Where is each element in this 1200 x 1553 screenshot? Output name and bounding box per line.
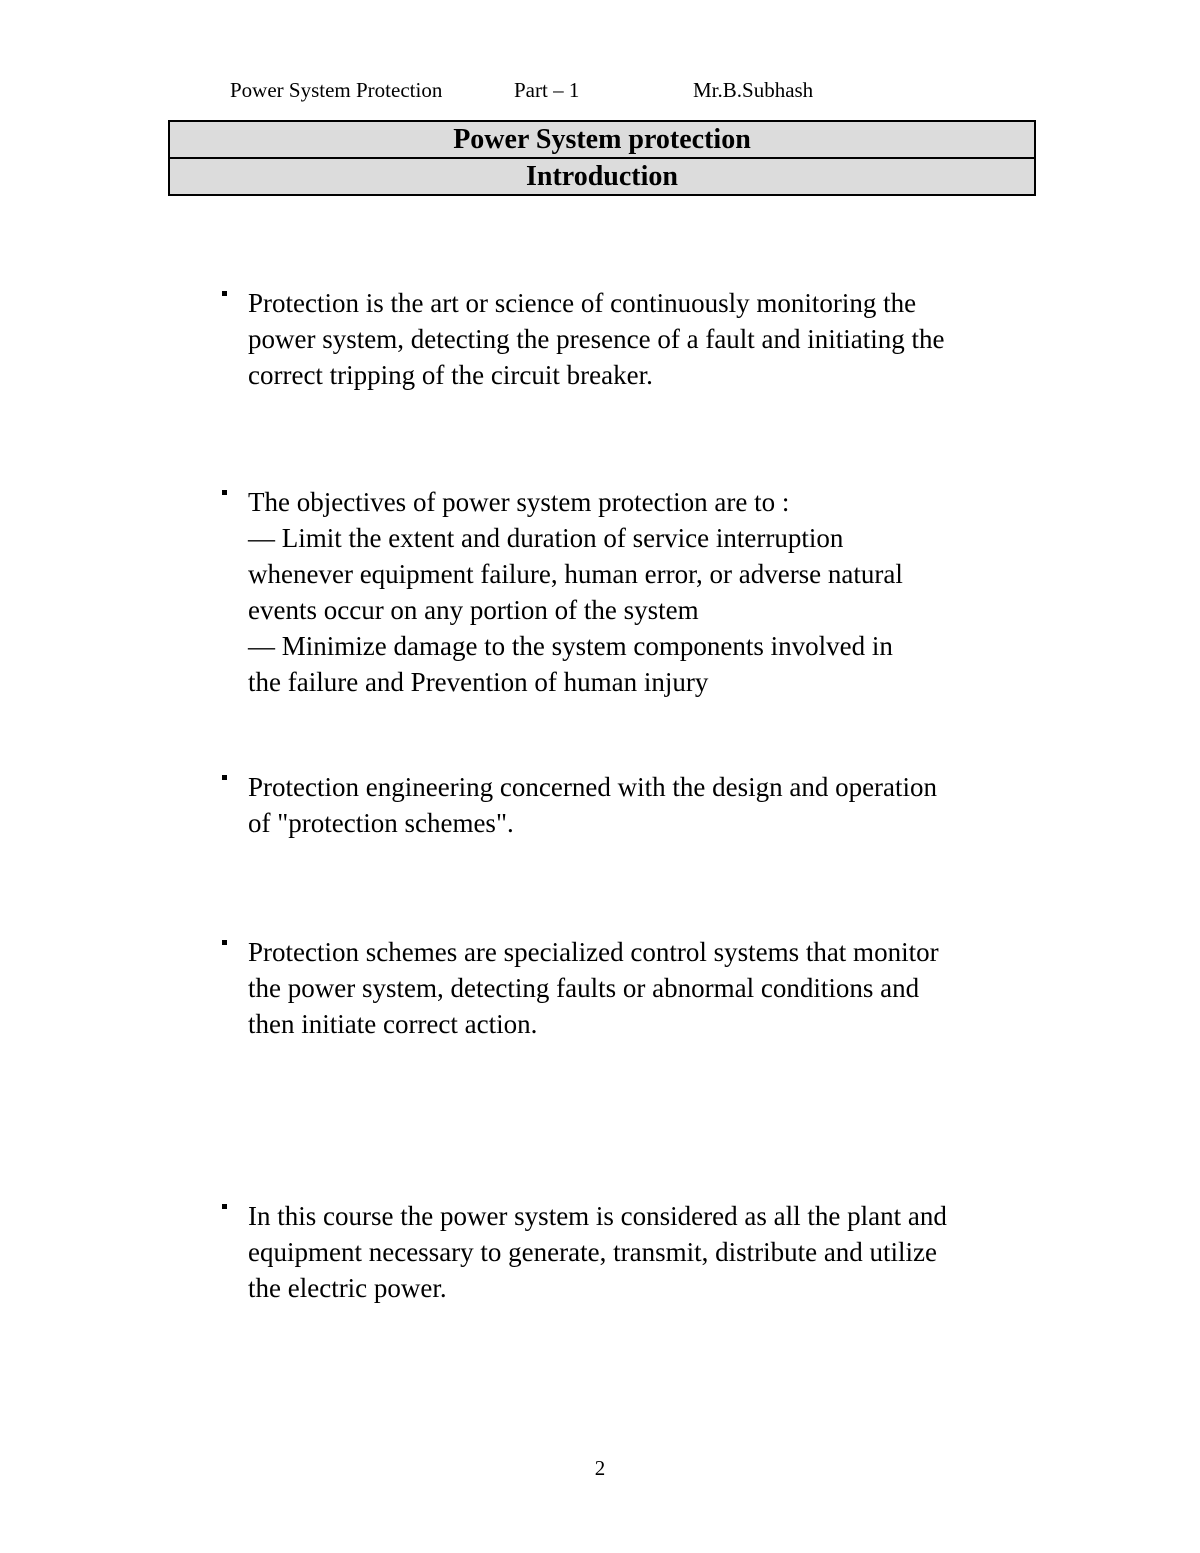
bullet-line: Protection is the art or science of continuously monitoring the bbox=[248, 288, 917, 318]
section-heading: Power System protection bbox=[453, 124, 751, 155]
bullet-text bbox=[248, 769, 1038, 841]
bullet-line: — Limit the extent and duration of service interruption bbox=[248, 523, 844, 553]
page-number: 2 bbox=[594, 1456, 606, 1480]
bullet-line: the failure and Prevention of human injury bbox=[248, 667, 709, 697]
bullet-line: whenever equipment failure, human error, or adverse natural bbox=[248, 559, 903, 589]
bullet-line: of "protection schemes". bbox=[248, 808, 514, 838]
bullet-text bbox=[248, 484, 1038, 700]
bullet-line: Protection engineering concerned with the design and operation bbox=[248, 772, 938, 802]
bullet-line: the power system, detecting faults or abnormal conditions and bbox=[248, 973, 920, 1003]
bullet-line: Protection schemes are specialized control systems that monitor bbox=[248, 937, 939, 967]
bullet-text bbox=[248, 1198, 1038, 1306]
bullet-text bbox=[248, 934, 1038, 1042]
header-author: Mr.B.Subhash bbox=[693, 78, 814, 102]
bullet-line: events occur on any portion of the system bbox=[248, 595, 699, 625]
header-part-label: Part – 1 bbox=[514, 78, 580, 102]
bullet-line: equipment necessary to generate, transmit, distribute and utilize bbox=[248, 1237, 938, 1267]
bullet-item bbox=[214, 285, 1044, 393]
bullet-line: then initiate correct action. bbox=[248, 1009, 538, 1039]
bullet-text bbox=[248, 285, 1038, 393]
bullet-item bbox=[214, 934, 1044, 1042]
bullet-item bbox=[214, 1198, 1044, 1306]
bullet-line: power system, detecting the presence of a fault and initiating the bbox=[248, 324, 945, 354]
bullet-line: the electric power. bbox=[248, 1273, 447, 1303]
bullet-item bbox=[214, 769, 1044, 841]
bullet-item bbox=[214, 484, 1044, 700]
bullet-line: correct tripping of the circuit breaker. bbox=[248, 360, 653, 390]
header-document-title: Power System Protection bbox=[230, 78, 443, 102]
bullet-line: The objectives of power system protection are to : bbox=[248, 487, 790, 517]
bullet-line: — Minimize damage to the system components involved in bbox=[248, 631, 893, 661]
bullet-line: In this course the power system is considered as all the plant and bbox=[248, 1201, 947, 1231]
section-subheading: Introduction bbox=[170, 157, 1034, 194]
